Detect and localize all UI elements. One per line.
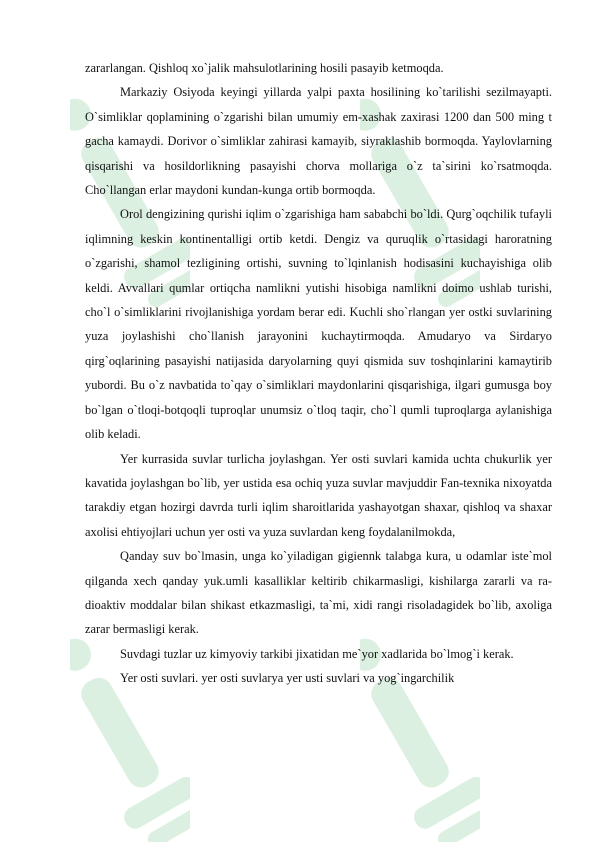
- document-body: [85, 56, 552, 691]
- paragraph-orol-dengizi: Orol dengizining qurishi iqlim o`zgarishiga ham sababchi bo`ldi. Qurg`oqchilik tufayli iqlimning keskin kontinentalligi ortib ketdi. Dengiz va quruqlik o`rtasidagi haroratning o`zgarishi, shamol tezligining ortishi, suvning to`lqinlanish hodisasini kuchayishiga olib keldi. Avvallari qumlar ortiqcha namlikni yutishi hisobiga namlikni doimo ushlab turishi, cho`l o`simliklarini rivojlanishiga yordam berar edi. Kuchli sho`rlangan yer ostki suvlarining yuza joylashishi cho`llanish jarayonini kuchaytirmoqda. Amudaryo va Sirdaryo qirg`oqlarining pasayishi natijasida daryolarning quyi qismida suv toshqinlarini kamaytirib yubordi. Bu o`z navbatida to`qay o`simliklari maydonlarini qisqarishiga, ilgari gumusga boy bo`lgan o`tloqi-botqoqli tuproqlar unumsiz o`tloq taqir, cho`l qumli tuproqlarga aylanishiga olib keladi.: [85, 207, 552, 442]
- paragraph-paxta-hosili: Markaziy Osiyoda keyingi yillarda yalpi paxta hosilining ko`tarilishi sezilmayapti. O`simliklar qoplamining o`zgarishi bilan umumiy em-xashak zaxirasi 1200 dan 500 ming t gacha kamaydi. Dorivor o`simliklar zahirasi kamayib, siyraklashib bormoqda. Yaylovlarning qisqarishi va hosildorlikning pasayishi chorva mollariga o`z ta`sirini ko`rsatmoqda. Cho`llangan erlar maydoni kundan-kunga ortib bormoqda.: [85, 85, 552, 198]
- paragraph-continuation: zararlangan. Qishloq xo`jalik mahsulotlarining hosili pasayib ketmoqda.: [85, 61, 444, 75]
- paragraph-yer-osti-heading: Yer osti suvlari. yer osti suvlarya yer usti suvlari va yog`ingarchilik: [120, 671, 455, 686]
- paragraph-gigienik-talab: Qanday suv bo`lmasin, unga ko`yiladigan gigiennk talabga kura, u odamlar iste`mol qilganda xech qanday yuk.umli kasalliklar keltirib chikarmasligi, kishilarga zararli va ra-dioaktiv moddalar bilan shikast etkazmasligi, ta`mi, xidi rangi risoladagidek bo`lib, axoliga zarar bermasligi kerak.: [85, 549, 552, 637]
- paragraph-suvdagi-tuzlar: Suvdagi tuzlar uz kimyoviy tarkibi jixatidan me`yor xadlarida bo`lmog`i kerak.: [120, 646, 514, 661]
- paragraph-yer-osti-suvlari: Yer kurrasida suvlar turlicha joylashgan. Yer osti suvlari kamida uchta chukurlik yer kavatida joylashgan bo`lib, yer ustida esa ochiq yuza suvlar mavjuddir Fan-texnika nixoyatda tarakdiy etgan hozirgi davrda turli iqlim sharoitlarida yashayotgan shaxar, qishloq va shaxar axolisi ehtiyojlari uchun yer osti va yuza suvlardan keng foydalanilmokda,: [85, 451, 552, 539]
